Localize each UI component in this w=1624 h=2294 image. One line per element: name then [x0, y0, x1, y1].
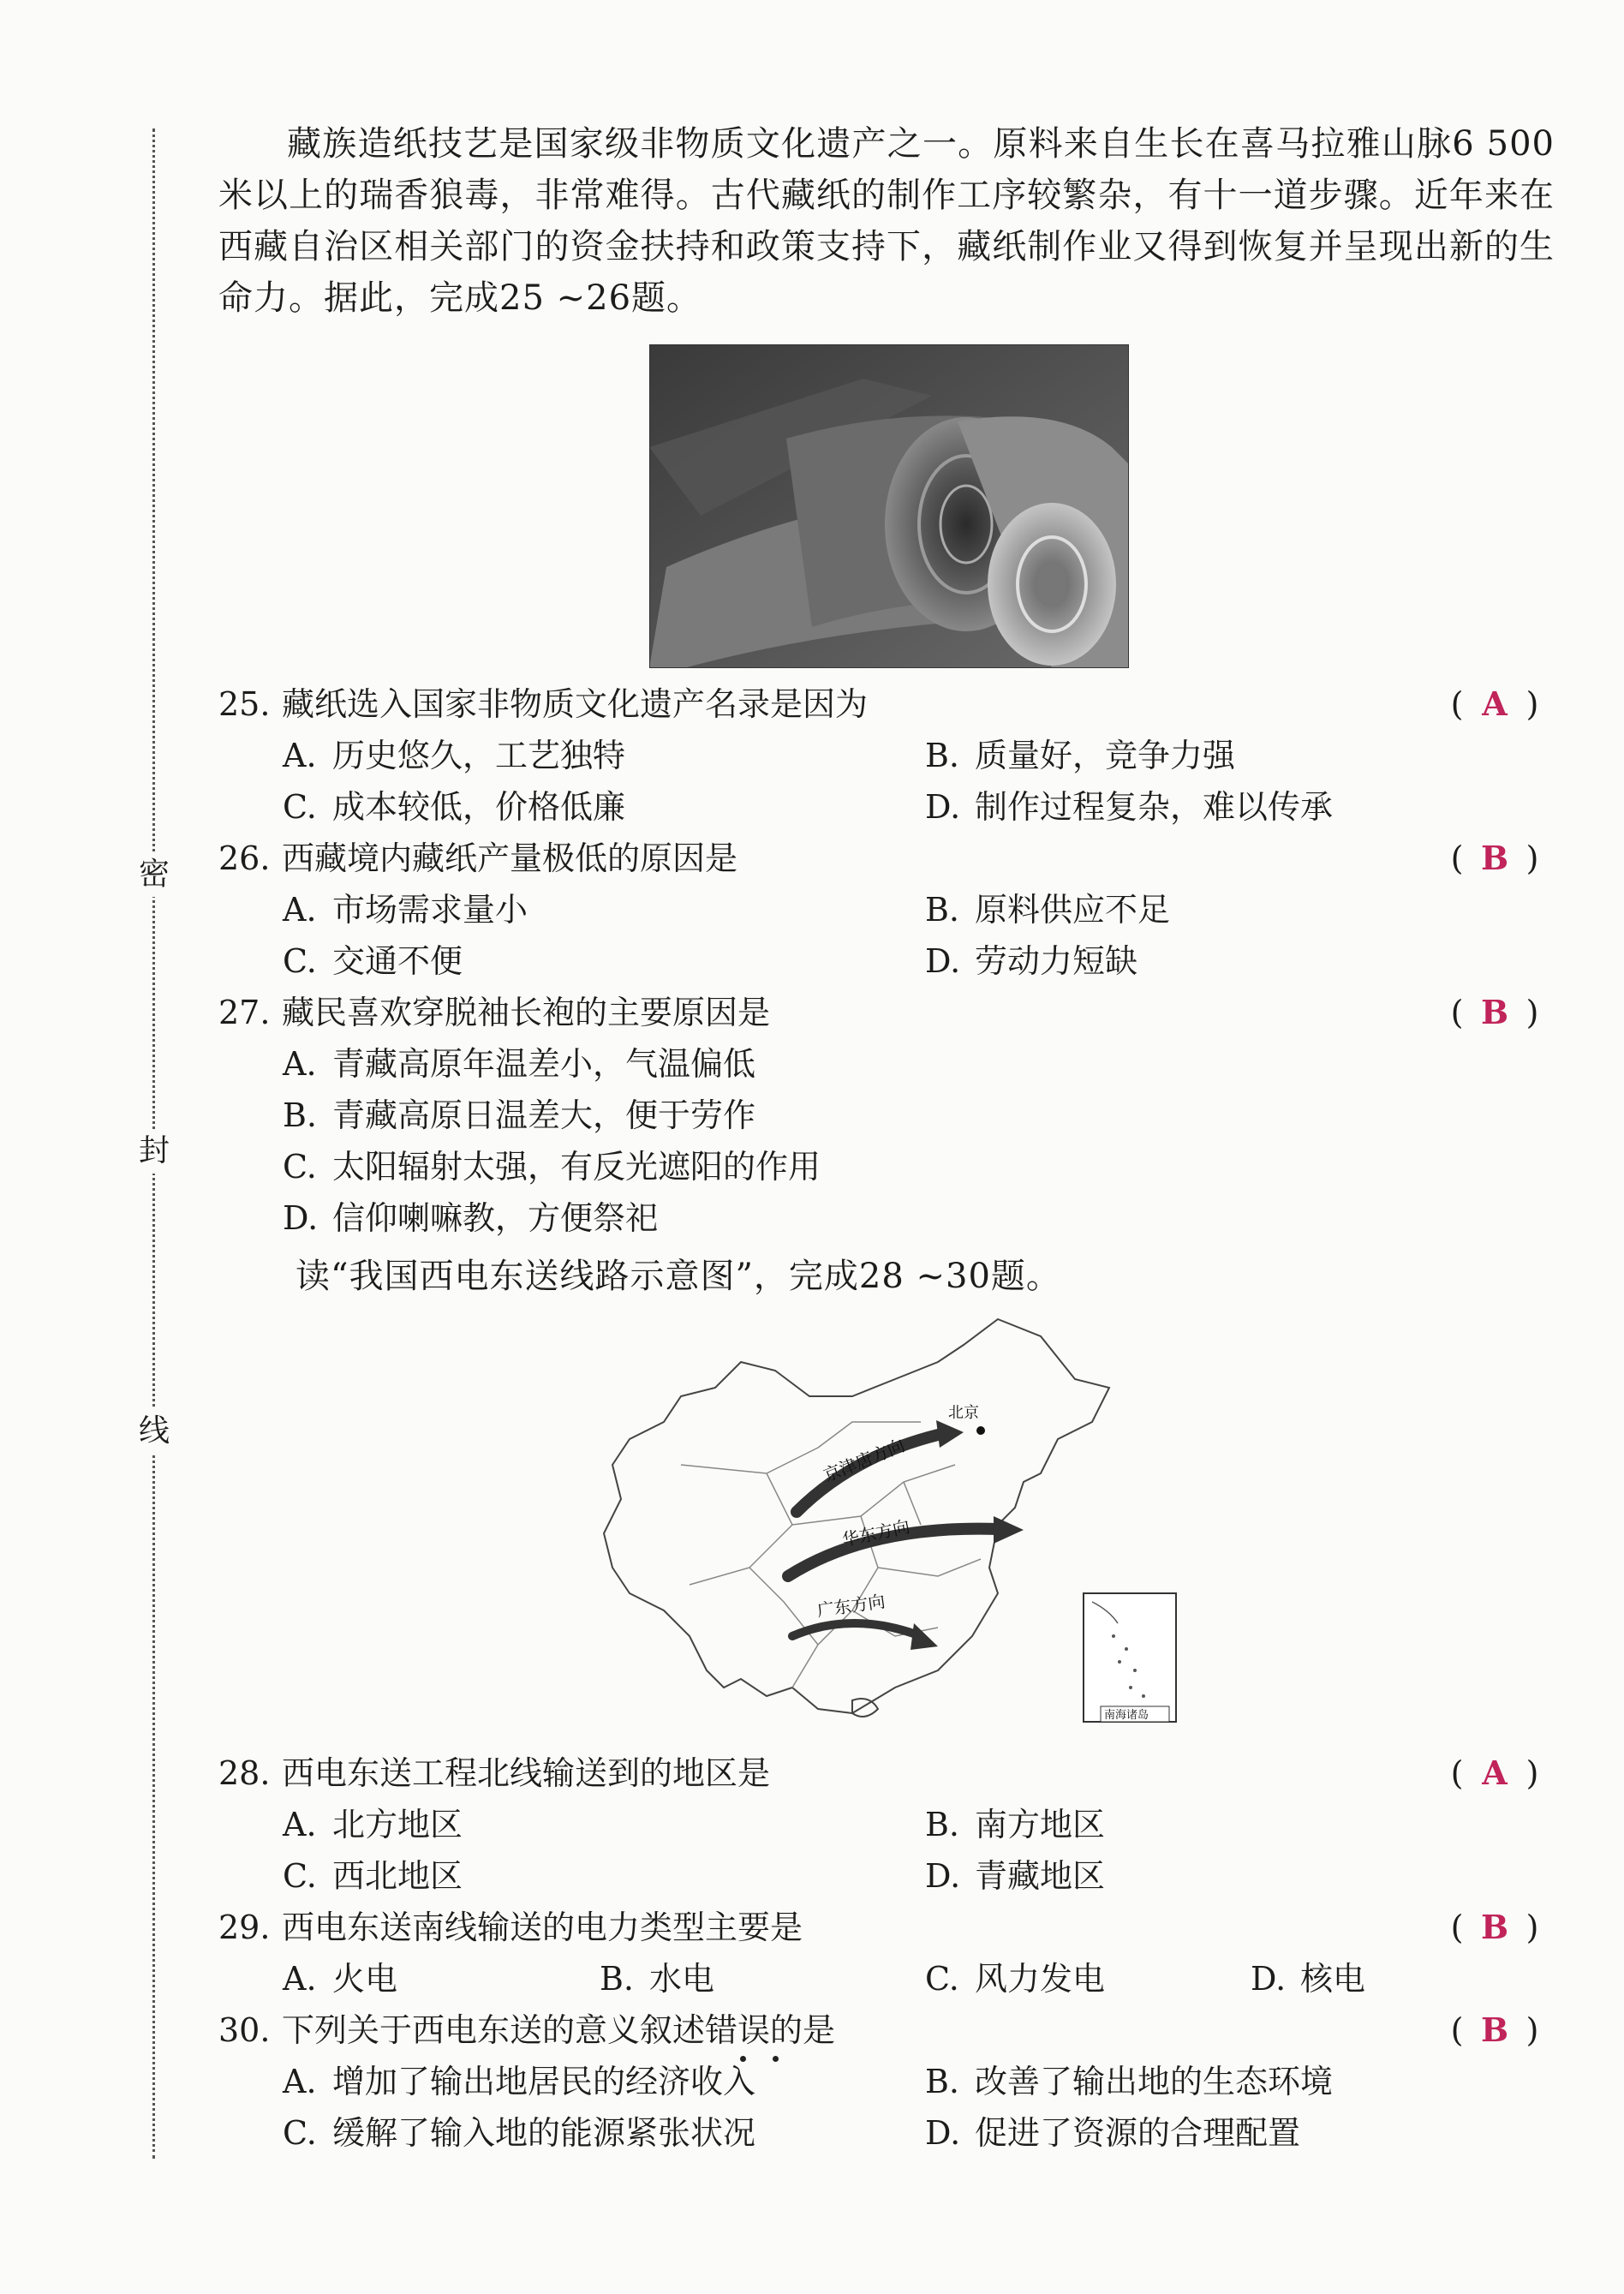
option-27a: A. 青藏高原年温差小，气温偏低: [283, 1045, 756, 1083]
option-28b: B. 南方地区: [925, 1806, 1106, 1843]
question-28: [218, 1747, 1555, 1799]
map-intro: 读“我国西电东送线路示意图”，完成28 ~30题。: [296, 1257, 1061, 1296]
question-30: [218, 2004, 1555, 2056]
option-27d: D. 信仰喇嘛教，方便祭祀: [283, 1199, 659, 1237]
option-25c: C. 成本较低，价格低廉: [283, 788, 626, 826]
option-27c: C. 太阳辐射太强，有反光遮阳的作用: [283, 1148, 821, 1186]
option-26a: A. 市场需求量小: [283, 891, 528, 929]
answer-letter: B: [1480, 1908, 1509, 1946]
north-route-arrowhead: [936, 1420, 964, 1448]
option-29b: B. 水电: [600, 1960, 715, 1998]
answer-box: ( B ): [1435, 1902, 1555, 1953]
tibetan-paper-photo: [649, 344, 1129, 668]
question-number: 26.: [218, 839, 271, 877]
question-stem: 西藏境内藏纸产量极低的原因是: [282, 839, 738, 877]
beijing-label: 北京: [948, 1404, 979, 1422]
south-route-label: 广东方向: [815, 1591, 887, 1621]
option-25a: A. 历史悠久，工艺独特: [283, 737, 626, 774]
option-25d: D. 制作过程复杂，难以传承: [925, 788, 1334, 826]
hainan-island: [852, 1699, 878, 1717]
inset-label: 南海诸岛: [1104, 1709, 1149, 1722]
emphasis-dot: [773, 2056, 779, 2062]
option-29d: D. 核电: [1251, 1960, 1366, 1998]
option-26d: D. 劳动力短缺: [925, 942, 1138, 980]
option-28c: C. 西北地区: [283, 1857, 463, 1895]
answer-letter: A: [1482, 1753, 1508, 1792]
binding-char-mi: 密: [137, 852, 171, 897]
question-number: 29.: [218, 1909, 271, 1946]
question-number: 28.: [218, 1754, 271, 1792]
answer-box: ( B ): [1435, 2004, 1555, 2056]
answer-letter: B: [1480, 2010, 1509, 2049]
east-route-label: 华东方向: [840, 1515, 912, 1550]
question-29: [218, 1902, 1555, 1953]
question-stem: 西电东送工程北线输送到的地区是: [282, 1754, 771, 1792]
south-route-arrow: [792, 1623, 921, 1636]
east-route-arrowhead: [994, 1516, 1024, 1544]
option-29c: C. 风力发电: [925, 1960, 1106, 1998]
question-number: 27.: [218, 994, 271, 1031]
question-number: 25.: [218, 685, 271, 723]
option-30a: A. 增加了输出地居民的经济收入: [283, 2063, 756, 2100]
option-28a: A. 北方地区: [283, 1806, 463, 1843]
beijing-dot: [976, 1426, 985, 1435]
binding-char-feng: 封: [137, 1129, 171, 1174]
question-25: [218, 678, 1555, 730]
answer-letter: B: [1480, 993, 1509, 1031]
answer-box: ( B ): [1435, 987, 1555, 1038]
answer-box: ( B ): [1435, 833, 1555, 884]
inset-frame: [1084, 1593, 1176, 1722]
reading-passage: 藏族造纸技艺是国家级非物质文化遗产之一。原料来自生长在喜马拉雅山脉6 500米以上的瑞香狼毒，非常难得。古代藏纸的制作工序较繁杂，有十一道步骤。近年来在西藏自治区相关部门的资金扶持和政策支持下，藏纸制作业又得到恢复并呈现出新的生命力。据此，完成25 ~26题。: [218, 124, 1555, 318]
option-29a: A. 火电: [283, 1960, 398, 1998]
option-30c: C. 缓解了输入地的能源紧张状况: [283, 2114, 756, 2152]
answer-box: ( A ): [1435, 1747, 1555, 1799]
option-25b: B. 质量好，竞争力强: [925, 737, 1236, 774]
option-30d: D. 促进了资源的合理配置: [925, 2114, 1301, 2152]
north-route-label: 京津唐方向: [820, 1434, 908, 1486]
option-26c: C. 交通不便: [283, 942, 463, 980]
answer-letter: B: [1480, 839, 1509, 877]
question-27: [218, 987, 1555, 1038]
option-28d: D. 青藏地区: [925, 1857, 1106, 1895]
option-27b: B. 青藏高原日温差大，便于劳作: [283, 1096, 756, 1134]
south-route-arrowhead: [911, 1623, 938, 1650]
binding-char-xian: 线: [137, 1409, 171, 1454]
option-26b: B. 原料供应不足: [925, 891, 1171, 929]
west-east-power-map: [595, 1311, 1186, 1730]
option-30b: B. 改善了输出地的生态环境: [925, 2063, 1334, 2100]
question-number: 30.: [218, 2011, 271, 2049]
question-stem: 藏纸选入国家非物质文化遗产名录是因为: [282, 685, 869, 723]
answer-box: ( A ): [1435, 678, 1555, 730]
question-stem: 西电东送南线输送的电力类型主要是: [282, 1909, 803, 1946]
question-stem: 下列关于西电东送的意义叙述错误的是: [282, 2011, 836, 2049]
answer-letter: A: [1482, 684, 1508, 723]
north-route-arrow: [797, 1435, 938, 1512]
question-26: [218, 833, 1555, 884]
question-stem: 藏民喜欢穿脱袖长袍的主要原因是: [282, 994, 771, 1031]
